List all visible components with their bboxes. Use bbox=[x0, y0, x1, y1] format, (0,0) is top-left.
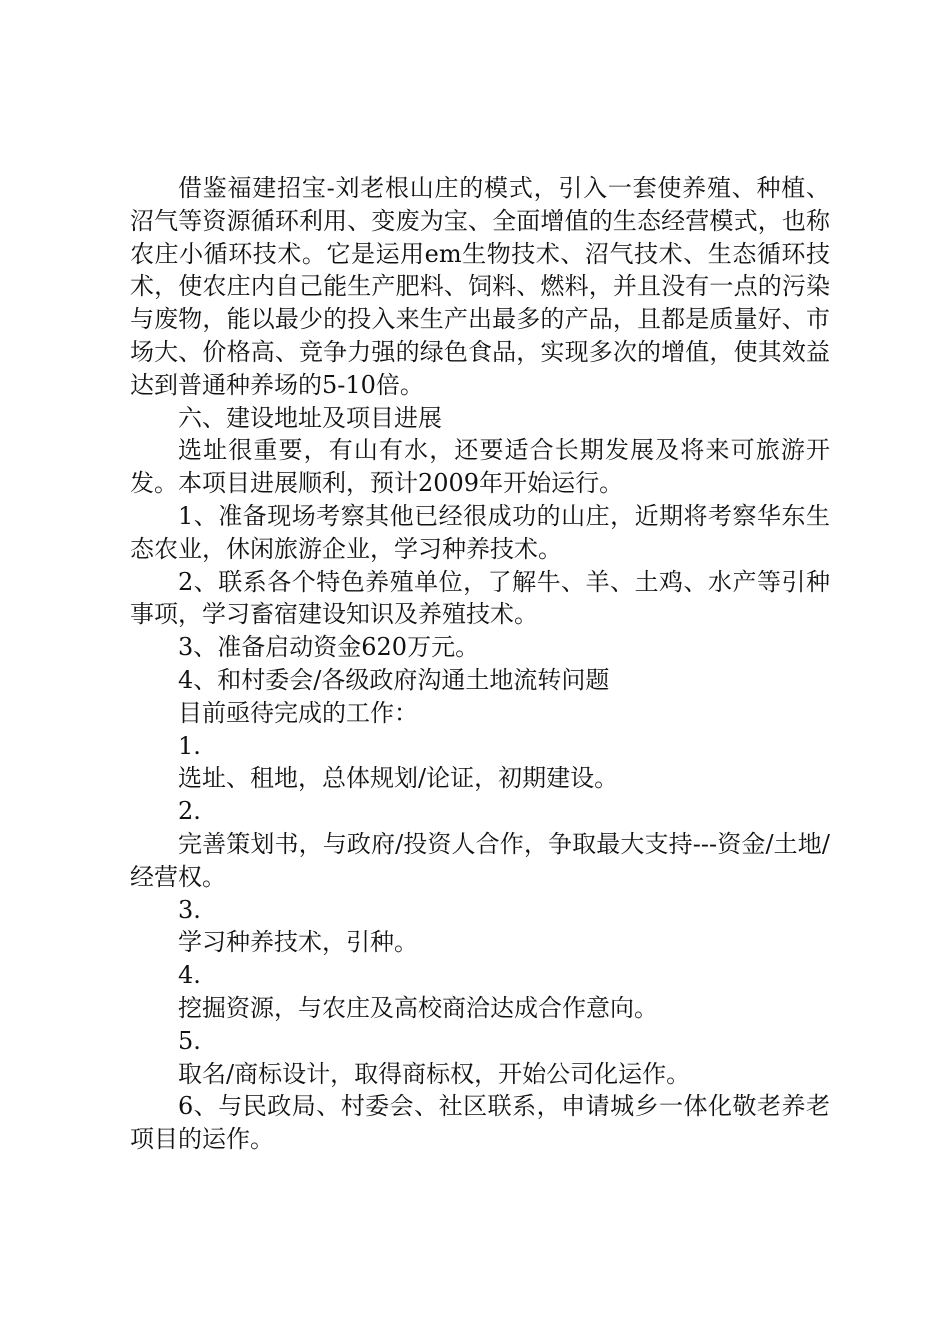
list-number-4: 4. bbox=[178, 961, 201, 990]
list-item-1: 选址、租地，总体规划/论证，初期建设。 bbox=[178, 764, 619, 793]
list-item-5: 取名/商标设计，取得商标权，开始公司化运作。 bbox=[178, 1059, 691, 1088]
section-heading-site-progress: 六、建设地址及项目进展 bbox=[178, 403, 442, 432]
list-item-2: 完善策划书，与政府/投资人合作，争取最大支持---资金/土地/经营权。 bbox=[130, 829, 830, 891]
list-number-1: 1. bbox=[178, 731, 201, 760]
list-number-5: 5. bbox=[178, 1026, 201, 1055]
list-item-4: 挖掘资源，与农庄及高校商洽达成合作意向。 bbox=[178, 993, 658, 1022]
paragraph-item-4: 4、和村委会/各级政府沟通土地流转问题 bbox=[178, 665, 610, 694]
list-item-3: 学习种养技术，引种。 bbox=[178, 928, 418, 957]
paragraph-pending-work-heading: 目前亟待完成的工作： bbox=[178, 698, 418, 727]
list-number-3: 3. bbox=[178, 895, 201, 924]
document-body bbox=[130, 172, 830, 1156]
paragraph-site-selection: 选址很重要，有山有水，还要适合长期发展及将来可旅游开发。本项目进展顺利，预计2009年开始运行。 bbox=[130, 436, 830, 498]
paragraph-item-2: 2、联系各个特色养殖单位，了解牛、羊、土鸡、水产等引种事项，学习畜宿建设知识及养殖技术。 bbox=[130, 567, 830, 629]
paragraph-item-6: 6、与民政局、村委会、社区联系，申请城乡一体化敬老养老项目的运作。 bbox=[130, 1092, 830, 1154]
paragraph-item-3: 3、准备启动资金620万元。 bbox=[178, 633, 480, 662]
list-number-2: 2. bbox=[178, 797, 201, 826]
paragraph-item-1: 1、准备现场考察其他已经很成功的山庄，近期将考察华东生态农业，休闲旅游企业，学习种养技术。 bbox=[130, 501, 830, 563]
paragraph-eco-model: 借鉴福建招宝-刘老根山庄的模式，引入一套使养殖、种植、沼气等资源循环利用、变废为宝、全面增值的生态经营模式，也称农庄小循环技术。它是运用em生物技术、沼气技术、生态循环技术，使农庄内自己能生产肥料、饲料、燃料，并且没有一点的污染与废物，能以最少的投入来生产出最多的产品，且都是质量好、市场大、价格高、竞争力强的绿色食品，实现多次的增值，使其效益达到普通种养场的5-10倍。 bbox=[130, 174, 830, 399]
